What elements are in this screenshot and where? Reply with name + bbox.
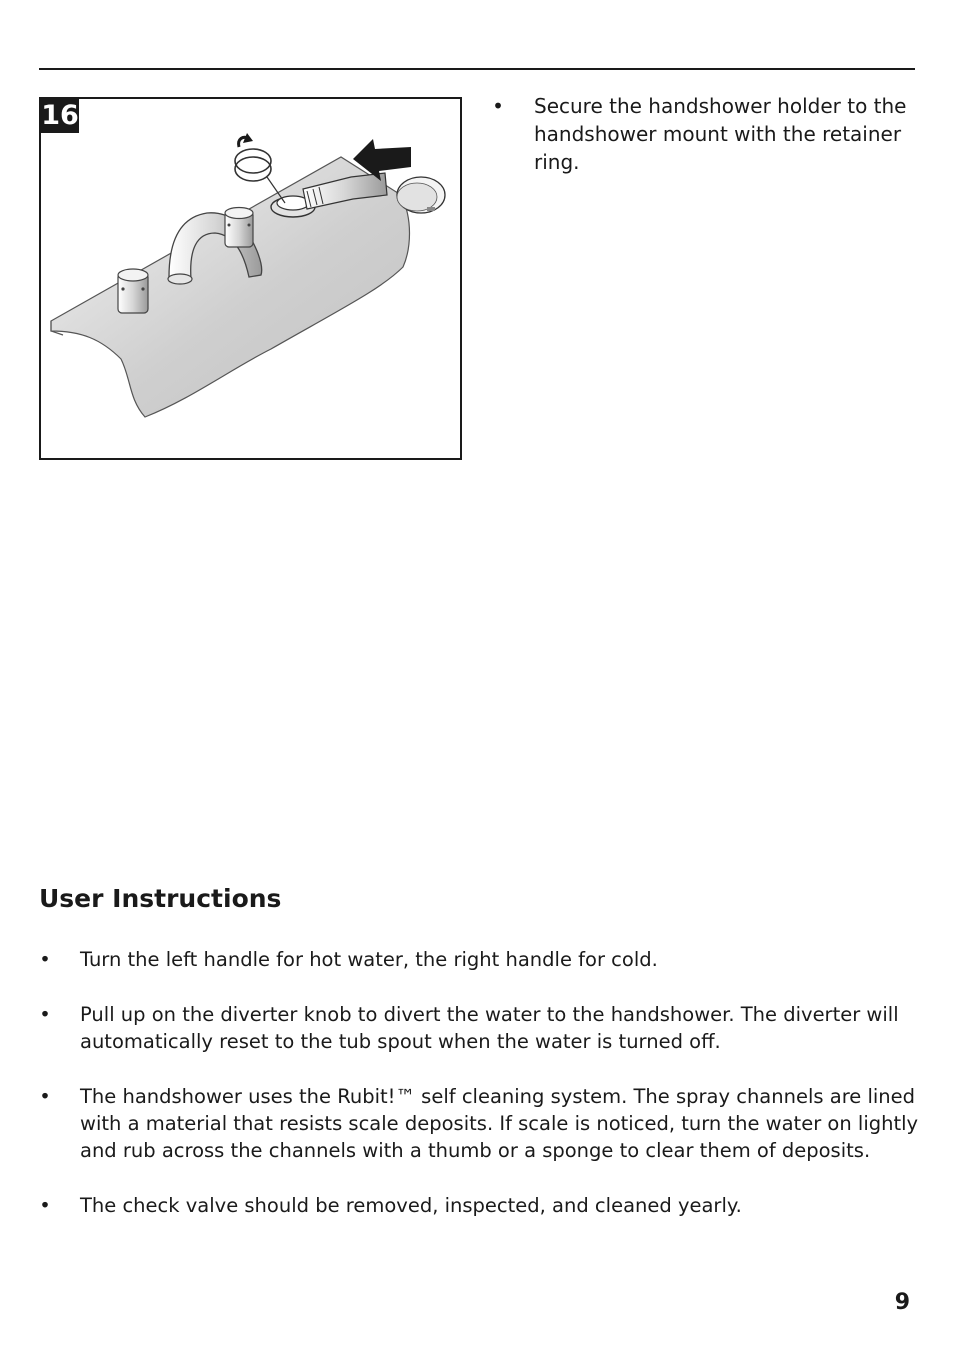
instruction-text: Pull up on the diverter knob to divert the water to the handshower. The diverter will automatically reset to the tub spout when the water is turned off. [80,1003,899,1053]
instruction-text: Secure the handshower holder to the handshower mount with the retainer ring. [534,94,907,174]
header-rule [39,68,915,70]
bullet: • [39,1003,51,1026]
left-handle [118,269,148,313]
right-handle [225,208,253,248]
list-item [39,1001,919,1055]
handshower-holder-illustration [41,99,460,458]
side-instructions [492,92,912,176]
bullet: • [39,948,51,971]
instruction-text: The check valve should be removed, inspected, and cleaned yearly. [80,1194,742,1217]
bullet: • [39,1085,51,1108]
list-item [39,946,919,973]
page-number: 9 [894,1290,910,1315]
bullet: • [492,94,504,118]
user-instructions-list [39,946,919,1247]
list-item [492,92,912,176]
instruction-text: The handshower uses the Rubit!™ self cleaning system. The spray channels are lined with a material that resists scale deposits. If scale is noticed, turn the water on lightly and rub across the channels with a thumb or a sponge to clear them of deposits. [80,1085,919,1162]
step-number-badge: 16 [41,100,79,131]
section-title: User Instructions [39,884,282,913]
list-item [39,1083,919,1164]
instruction-text: Turn the left handle for hot water, the right handle for cold. [80,948,658,971]
retainer-ring [235,133,285,203]
list-item [39,1192,919,1219]
step-illustration [39,97,462,460]
bullet: • [39,1194,51,1217]
